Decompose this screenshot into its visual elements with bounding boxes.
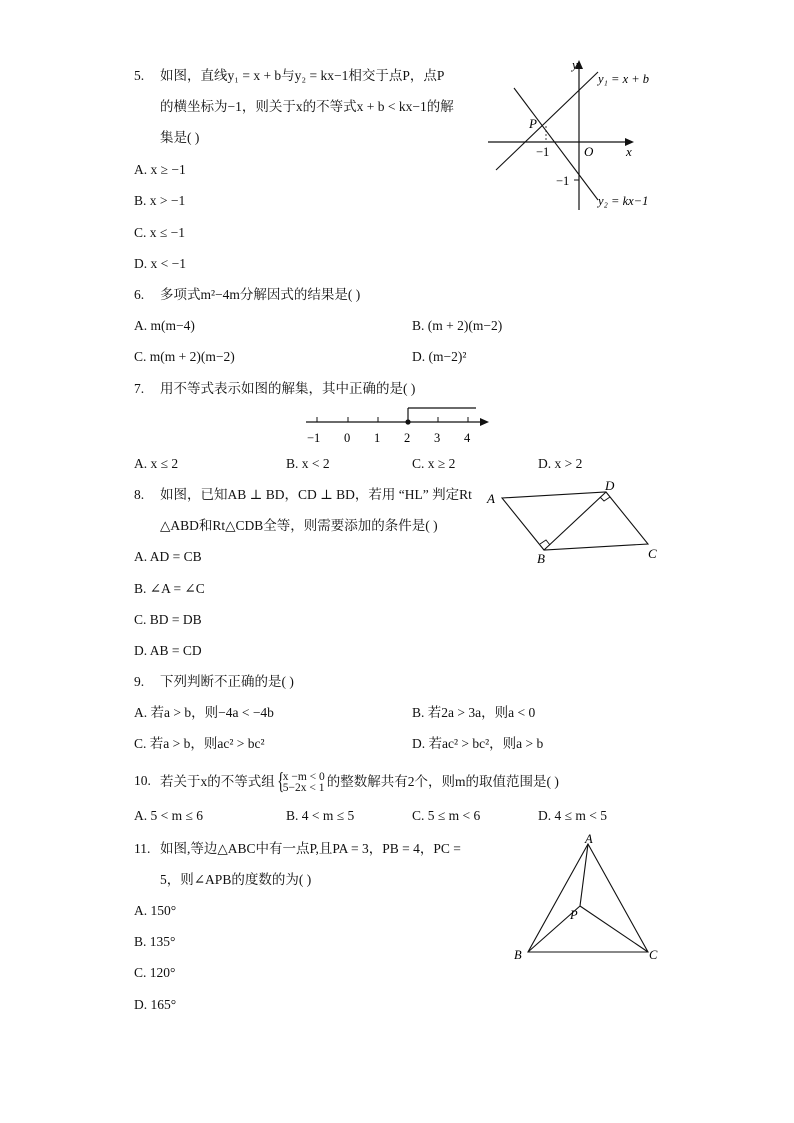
equilateral-triangle-figure xyxy=(508,832,668,966)
right-angle-b xyxy=(540,540,550,545)
segment-pa xyxy=(580,844,588,906)
option-d[interactable]: D. 165° xyxy=(134,997,177,1012)
number-line-figure xyxy=(300,402,495,448)
option-c[interactable]: C. m(m + 2)(m−2) xyxy=(134,349,235,364)
question-text-line: 多项式m²−4m分解因式的结果是( ) xyxy=(160,287,361,302)
question-text-line: 集是( ) xyxy=(160,130,200,145)
question-number: 5. xyxy=(134,68,145,83)
question-text-line xyxy=(160,769,559,795)
question-text-line: 如图,等边△ABC中有一点P,且PA = 3，PB = 4，PC = xyxy=(160,841,461,856)
option-b[interactable]: B. x > −1 xyxy=(134,193,186,208)
question-text-line: 的横坐标为−1，则关于x的不等式x + b < kx−1的解 xyxy=(160,99,454,114)
option-a[interactable]: A. 若a > b，则−4a < −4b xyxy=(134,705,274,720)
option-d[interactable]: D. x > 2 xyxy=(538,456,583,471)
origin-label: O xyxy=(584,144,594,159)
right-angle-d xyxy=(600,497,610,501)
option-a[interactable]: A. 5 < m ≤ 6 xyxy=(134,808,204,823)
linear-graph-figure xyxy=(482,52,672,217)
question-text-line: 用不等式表示如图的解集，其中正确的是( ) xyxy=(160,381,416,396)
option-c[interactable]: C. 若a > b，则ac² > bc² xyxy=(134,736,265,751)
diagonal-bd xyxy=(544,492,606,550)
inequality-2: 5−2x < 1 xyxy=(282,782,325,794)
quadrilateral-figure xyxy=(484,478,664,568)
option-b[interactable]: B. 若2a > 3a，则a < 0 xyxy=(412,705,536,720)
question-text-line: △ABD和Rt△CDB全等，则需要添加的条件是( ) xyxy=(160,518,438,533)
option-b[interactable]: B. 135° xyxy=(134,934,176,949)
question-text-line: 下列判断不正确的是( ) xyxy=(160,674,294,689)
option-b[interactable]: B. ∠A = ∠C xyxy=(134,581,205,596)
option-d[interactable]: D. x < −1 xyxy=(134,256,186,271)
vertex-d-label: D xyxy=(605,478,615,493)
vertex-c-label: C xyxy=(648,546,657,561)
y-tick-label: −1 xyxy=(556,174,570,188)
question-text-line: 如图，已知AB ⊥ BD，CD ⊥ BD，若用 “HL” 判定Rt xyxy=(160,487,472,502)
option-a[interactable]: A. x ≥ −1 xyxy=(134,162,186,177)
x-tick-label: −1 xyxy=(536,145,550,159)
tick-label: 1 xyxy=(374,431,381,445)
number-line-arrow xyxy=(480,418,489,426)
option-c[interactable]: C. 5 ≤ m < 6 xyxy=(412,808,481,823)
tick-label: 2 xyxy=(404,431,411,445)
question-text-post: 的整数解共有2个，则m的取值范围是( ) xyxy=(326,774,559,790)
question-number: 8. xyxy=(134,487,145,502)
option-a[interactable]: A. 150° xyxy=(134,903,177,918)
solid-dot xyxy=(405,419,410,424)
tick-label: −1 xyxy=(307,431,321,445)
inequality-system xyxy=(275,769,325,795)
vertex-b-label: B xyxy=(537,551,545,566)
vertex-a-label: A xyxy=(585,832,593,846)
question-text-line: 5，则∠APB的度数的为( ) xyxy=(160,872,312,887)
option-b[interactable]: B. x < 2 xyxy=(286,456,330,471)
option-d[interactable]: D. (m−2)² xyxy=(412,349,467,364)
tick-label: 0 xyxy=(344,431,351,445)
question-text-pre: 若关于x的不等式组 xyxy=(160,774,275,790)
vertex-c-label: C xyxy=(649,948,658,962)
tick-label: 3 xyxy=(434,431,441,445)
option-b[interactable]: B. (m + 2)(m−2) xyxy=(412,318,503,333)
segment-pc xyxy=(580,906,648,952)
question-number: 11. xyxy=(134,841,151,856)
option-a[interactable]: A. AD = CB xyxy=(134,549,202,564)
inequality-1: x −m < 0 xyxy=(282,771,325,783)
question-number: 9. xyxy=(134,674,145,689)
point-p-label: P xyxy=(570,908,578,922)
question-text-line: 如图，直线y₁ = x + b与y₂ = kx−1相交于点P，点P xyxy=(160,68,445,83)
point-p-label: P xyxy=(529,116,537,131)
tick-label: 4 xyxy=(464,431,471,445)
option-c[interactable]: C. x ≤ −1 xyxy=(134,225,186,240)
option-c[interactable]: C. BD = DB xyxy=(134,612,202,627)
question-number: 10. xyxy=(134,773,151,788)
line-y1-label: y₁ = x + b xyxy=(598,72,650,86)
option-b[interactable]: B. 4 < m ≤ 5 xyxy=(286,808,355,823)
option-c[interactable]: C. 120° xyxy=(134,965,176,980)
option-d[interactable]: D. AB = CD xyxy=(134,643,202,658)
option-a[interactable]: A. x ≤ 2 xyxy=(134,456,179,471)
option-d[interactable]: D. 4 ≤ m < 5 xyxy=(538,808,608,823)
brace-glyph: { xyxy=(277,769,284,795)
vertex-b-label: B xyxy=(514,948,522,962)
vertex-a-label: A xyxy=(487,491,495,506)
question-number: 7. xyxy=(134,381,145,396)
option-a[interactable]: A. m(m−4) xyxy=(134,318,195,333)
option-d[interactable]: D. 若ac² > bc²，则a > b xyxy=(412,736,544,751)
x-axis-label: x xyxy=(626,144,632,159)
y-axis-label: y xyxy=(572,57,578,72)
line-y2-label: y₂ = kx−1 xyxy=(598,194,649,208)
option-c[interactable]: C. x ≥ 2 xyxy=(412,456,456,471)
question-number: 6. xyxy=(134,287,145,302)
